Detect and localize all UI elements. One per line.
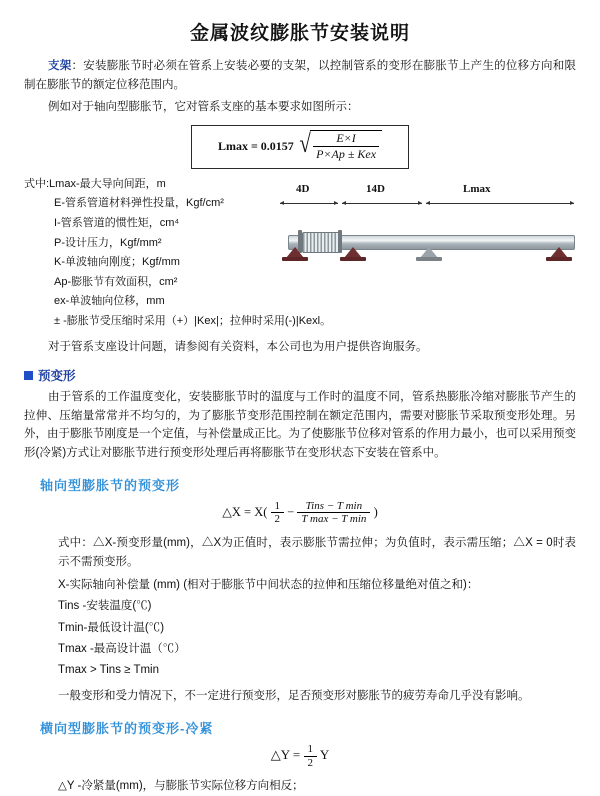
lateral-predeform-formula bbox=[24, 743, 576, 769]
figure-label-lmax: Lmax bbox=[463, 183, 491, 195]
axial-variable-list bbox=[58, 575, 576, 681]
support-closing-paragraph: 对于管系支座设计问题，请参阅有关资料，本公司也为用户提供咨询服务。 bbox=[48, 340, 428, 353]
axial-list-item-0: X-实际轴向补偿量 (mm) (相对于膨胀节中间状态的拉伸和压缩位移量绝对值之和)： bbox=[58, 579, 479, 592]
lateral-formula-explanation: △Y -冷紧量(mm)，与膨胀节实际位移方向相反； bbox=[58, 780, 304, 793]
axial-formula-half bbox=[271, 500, 285, 526]
axial-formula-explanation: 式中：△X-预变形量(mm)，△X为正值时，表示膨胀节需拉伸；为负值时，表示需压缩；△X = 0时表示不需预变形。 bbox=[58, 536, 576, 568]
axial-formula-rhs: ) bbox=[373, 504, 378, 519]
predeform-heading-text: 预变形 bbox=[38, 369, 76, 384]
lateral-subsection-heading: 横向型膨胀节的预变形-冷紧 bbox=[40, 721, 214, 737]
support-paragraph-1: 安装膨胀节时必须在管系上安装必要的支架，以控制管系的变形在膨胀节上产生的位移方向和限制在膨胀节的额定位移范围内。 bbox=[24, 60, 577, 91]
figure-labels bbox=[278, 183, 578, 199]
axial-list-item-4: Tmax > Tins ≥ Tmin bbox=[58, 664, 159, 677]
dimension-arrow-4d-icon bbox=[280, 203, 338, 204]
lateral-formula-num: 1 bbox=[304, 743, 318, 757]
legend-item-4: K-单波轴向刚度；Kgf/mm bbox=[54, 256, 180, 269]
predeform-section-heading bbox=[24, 366, 576, 384]
page-title: 金属波纹膨胀节安装说明 bbox=[189, 23, 410, 44]
legend-item-0: 式中:Lmax-最大导向间距，m bbox=[24, 177, 166, 190]
axial-note: 一般变形和受力情况下，不一定进行预变形，足否预变形对膨胀节的疲劳寿命几乎没有影响。 bbox=[58, 690, 530, 703]
support-paragraph-2: 例如对于轴向型膨胀节，它对管系支座的基本要求如图所示： bbox=[48, 101, 359, 114]
anchor-support-3-icon bbox=[546, 247, 572, 263]
lmax-formula-numerator: E×I bbox=[313, 131, 379, 147]
lmax-formula-denominator: P×Ap ± Kex bbox=[316, 146, 377, 161]
legend-item-3: P-设计压力，Kgf/mm² bbox=[54, 236, 162, 249]
lmax-formula-lhs: Lmax = 0.0157 bbox=[217, 139, 294, 154]
lateral-formula-rhs: Y bbox=[319, 747, 330, 763]
axial-formula-half-num: 1 bbox=[271, 500, 285, 514]
axial-formula-frac-num: Tins − T min bbox=[297, 500, 370, 514]
legend-item-1: E-管系管道材料弹性投量，Kgf/cm² bbox=[54, 197, 224, 210]
axial-list-item-1: Tins -安装温度(℃) bbox=[58, 600, 152, 613]
axial-formula-lhs: △X = X( bbox=[222, 504, 268, 519]
pipe-illustration bbox=[278, 213, 578, 283]
sqrt-icon: √ $\frac{E\times I}{\text{P×Ap ± Kex}}$ bbox=[298, 131, 382, 163]
pipe-support-figure bbox=[278, 183, 578, 293]
legend-item-7: ± -膨胀节受压缩时采用（+）|Kex|；拉伸时采用(-)|Kexl。 bbox=[54, 314, 332, 327]
support-heading: 支架 bbox=[48, 60, 72, 72]
anchor-support-2-icon bbox=[340, 247, 366, 263]
anchor-support-1-icon bbox=[282, 247, 308, 263]
axial-formula-temp-fraction bbox=[297, 500, 370, 526]
axial-list-item-2: Tmin-最低设计温(℃) bbox=[58, 621, 165, 634]
legend-item-6: ex-单波轴向位移，mm bbox=[54, 295, 165, 308]
axial-list-item-3: Tmax -最高设计温（℃） bbox=[58, 642, 186, 655]
axial-subsection-heading: 轴向型膨胀节的预变形 bbox=[40, 477, 181, 493]
axial-formula-half-den: 2 bbox=[274, 513, 281, 526]
square-bullet-icon-2 bbox=[24, 371, 33, 380]
figure-dimension-arrows bbox=[278, 199, 578, 209]
legend-item-5: Ap-膨胀节有效面积，cm² bbox=[54, 275, 178, 288]
legend-item-2: I-管系管道的惯性矩，cm⁴ bbox=[54, 217, 180, 230]
figure-label-14d: 14D bbox=[366, 183, 385, 195]
support-section-paragraph: 支架：安装膨胀节时必须在管系上安装必要的支架，以控制管系的变形在膨胀节上产生的位移方向和限制在膨胀节的额定位移范围内。 bbox=[24, 60, 577, 91]
lateral-formula-half bbox=[304, 743, 318, 769]
axial-formula-minus: − bbox=[287, 504, 295, 519]
axial-predeform-formula bbox=[24, 500, 576, 526]
figure-label-4d: 4D bbox=[296, 183, 310, 195]
axial-formula-frac-den: T max − T min bbox=[301, 513, 367, 526]
lateral-formula-den: 2 bbox=[307, 756, 314, 769]
lateral-formula-lhs: △Y = bbox=[270, 747, 301, 763]
lmax-formula bbox=[191, 125, 409, 169]
predeform-paragraph: 由于管系的工作温度变化，安装膨胀节时的温度与工作时的温度不同，管系热膨胀冷缩对膨胀节产生的拉伸、压缩量常常并不均匀的，为了膨胀节变形范围控制在额定范围内，需要对膨胀节采取预变形处理。另外，由于膨胀节刚度是一个定值，与补偿量成正比。为了使膨胀节位移对管系的作用力最小，也可以采用预变形(冷紧)方式让对膨胀节进行预变形处理后再将膨胀节在变形状态下安装在管系中。 bbox=[24, 391, 576, 459]
dimension-arrow-lmax-icon bbox=[426, 203, 574, 204]
dimension-arrow-14d-icon bbox=[342, 203, 422, 204]
guide-support-1-icon bbox=[416, 247, 442, 263]
